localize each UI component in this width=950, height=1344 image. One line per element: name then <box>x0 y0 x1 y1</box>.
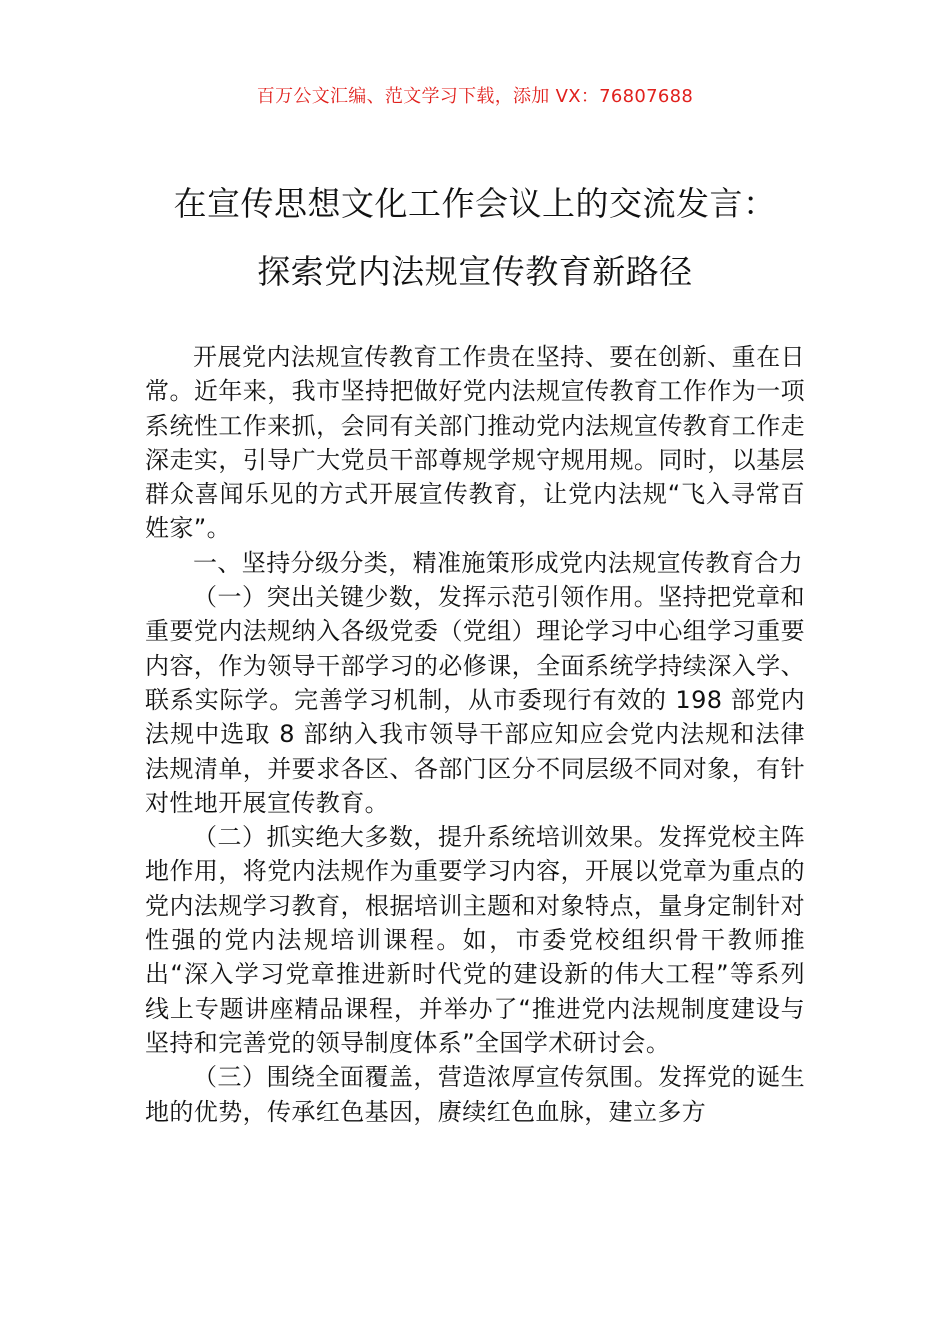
body-paragraph-1-3: （三）围绕全面覆盖，营造浓厚宣传氛围。发挥党的诞生地的优势，传承红色基因，赓续红色血脉，建立多方 <box>145 1063 805 1126</box>
body-paragraph-1-1: （一）突出关键少数，发挥示范引领作用。坚持把党章和重要党内法规纳入各级党委（党组）理论学习中心组学习重要内容，作为领导干部学习的必修课，全面系统学持续深入学、联系实际学。完善学习机制，从市委现行有效的 198 部党内法规中选取 8 部纳入我市领导干部应知应会党内法规和法律法规清单，并要求各区、各部门区分不同层级不同对象，有针对性地开展宣传教育。 <box>145 583 805 817</box>
body-paragraph-1-2: （二）抓实绝大多数，提升系统培训效果。发挥党校主阵地作用，将党内法规作为重要学习内容，开展以党章为重点的党内法规学习教育，根据培训主题和对象特点，量身定制针对性强的党内法规培训课程。如，市委党校组织骨干教师推出“深入学习党章推进新时代党的建设新的伟大工程”等系列线上专题讲座精品课程，并举办了“推进党内法规制度建设与坚持和完善党的领导制度体系”全国学术研讨会。 <box>145 823 805 1057</box>
body-paragraph-intro: 开展党内法规宣传教育工作贵在坚持、要在创新、重在日常。近年来，我市坚持把做好党内法规宣传教育工作作为一项系统性工作来抓，会同有关部门推动党内法规宣传教育工作走深走实，引导广大党员干部尊规学规守规用规。同时，以基层群众喜闻乐见的方式开展宣传教育，让党内法规“飞入寻常百姓家”。 <box>145 343 805 543</box>
document-title-line-2: 探索党内法规宣传教育新路径 <box>257 252 693 291</box>
header-promo-note: 百万公文汇编、范文学习下载，添加 VX：76807688 <box>256 86 694 107</box>
section-heading-1: 一、坚持分级分类，精准施策形成党内法规宣传教育合力 <box>193 548 803 577</box>
document-title-line-1: 在宣传思想文化工作会议上的交流发言： <box>173 184 777 223</box>
document-body <box>145 340 805 1129</box>
